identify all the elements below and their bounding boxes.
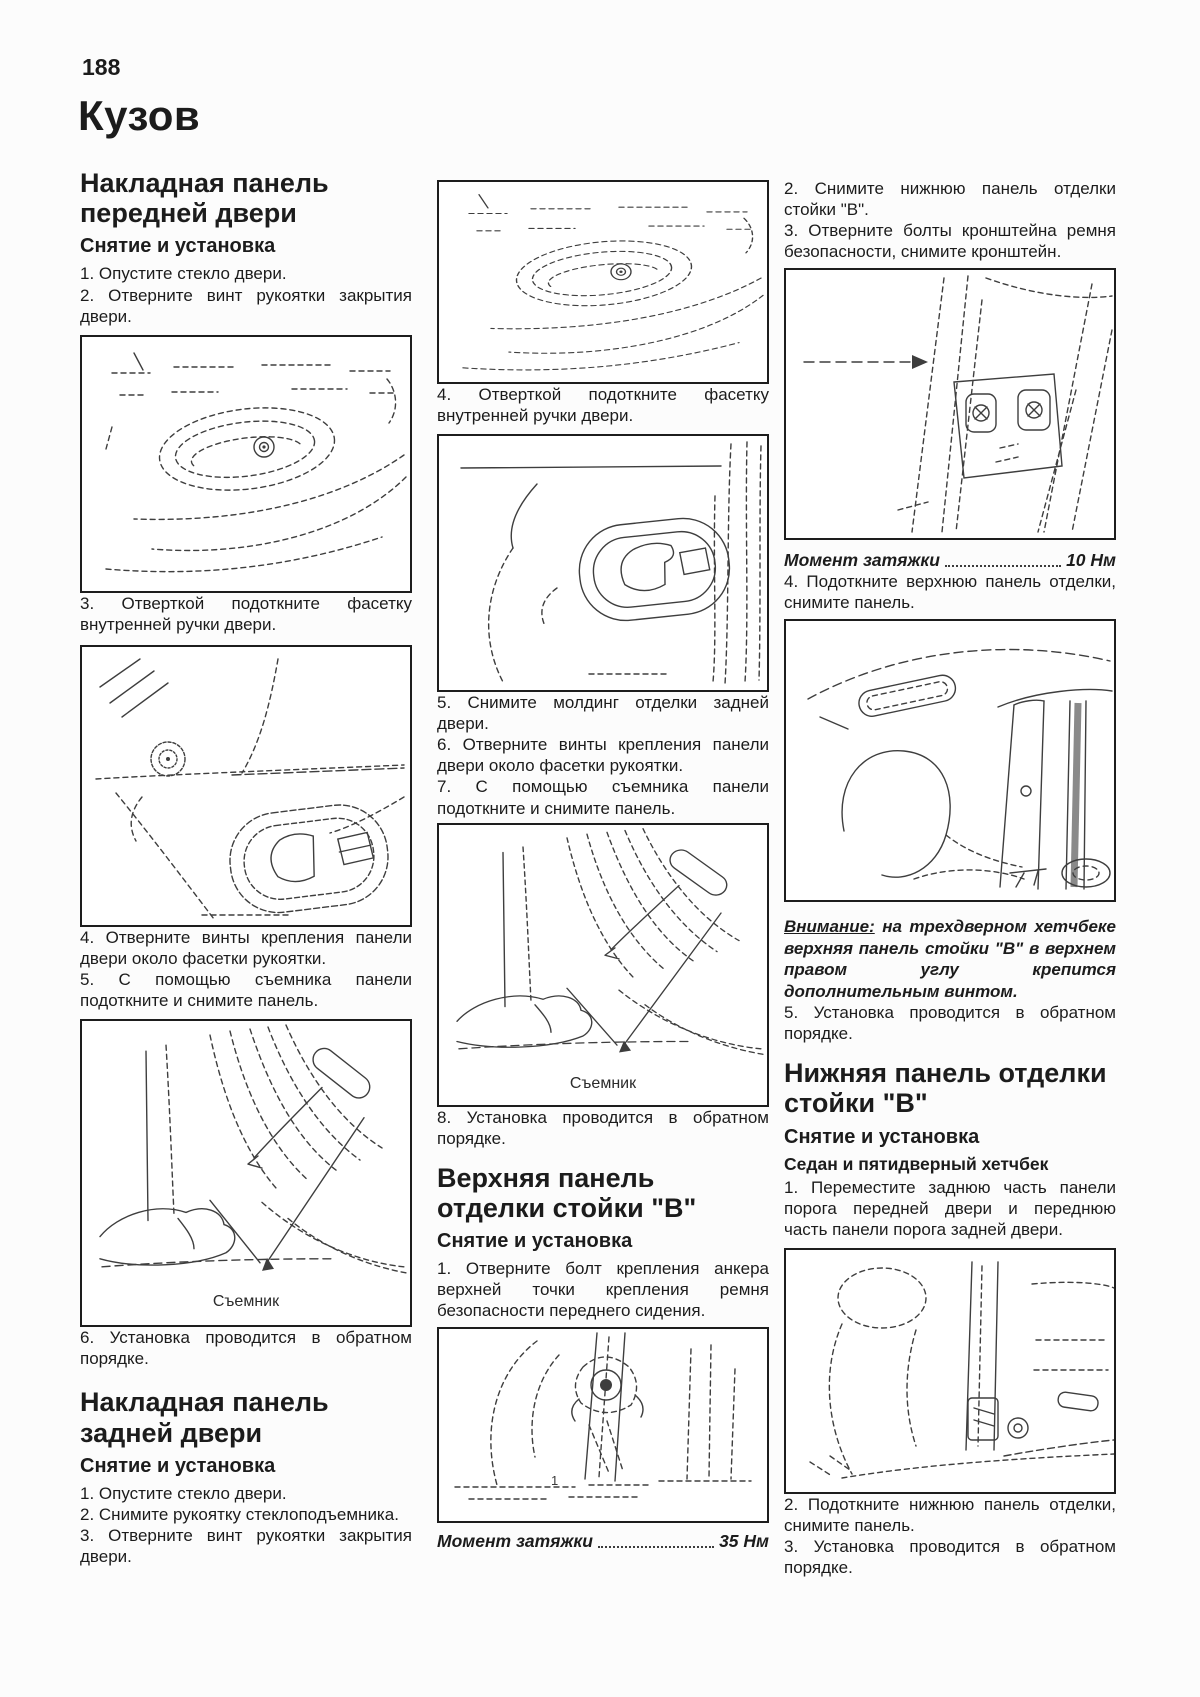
warning-text: на трехдверном хетчбеке верхняя панель стойки "В" в верхнем правом углу крепится дополнительным винтом.: [784, 917, 1116, 1001]
seatbelt-anchor-sketch: [439, 1329, 767, 1521]
warning-label: Внимание:: [784, 917, 875, 937]
step-text: 6. Установка проводится в обратном порядке.: [80, 1328, 412, 1369]
figure-front-door-puller: [80, 1019, 412, 1327]
step-text: 1. Переместите заднюю часть панели порога передней двери и переднюю часть панели порога задней двери.: [784, 1177, 1116, 1239]
torque-value: 35 Нм: [719, 1531, 769, 1552]
warning-note: [784, 916, 1116, 1002]
step-text: 5. С помощью съемника панели подоткните и снимите панель.: [80, 970, 412, 1011]
torque-label: Момент затяжки: [784, 550, 940, 571]
door-panel-sketch: [439, 182, 767, 382]
step-text: 3. Отверните винт рукоятки закрытия двери.: [80, 1525, 412, 1567]
subsection-removal-installation: Снятие и установка: [437, 1230, 633, 1253]
step-text: 1. Опустите стекло двери.: [80, 1483, 287, 1503]
subsection-body-variant: Седан и пятидверный хетчбек: [784, 1153, 1049, 1174]
b-pillar-lower-sketch: [786, 1250, 1114, 1492]
figure-front-door-handle-bezel: [80, 645, 412, 927]
step-text: 8. Установка проводится в обратном порядке.: [437, 1107, 769, 1148]
subsection-removal-installation: Снятие и установка: [80, 1454, 276, 1477]
step-text: 1. Отверните болт крепления анкера верхней точки крепления ремня безопасности переднего сидения.: [437, 1259, 769, 1321]
panel-puller-sketch: [439, 825, 767, 1069]
torque-label: Момент затяжки: [437, 1531, 593, 1552]
figure-caption-puller: Съемник: [212, 1293, 280, 1311]
section-title-front-door-panel: Накладная панель передней двери: [80, 168, 329, 229]
seatbelt-bracket-sketch: [786, 270, 1114, 538]
figure-seatbelt-bracket: [784, 268, 1116, 540]
step-text: 2. Подоткните нижнюю панель отделки, снимите панель.: [784, 1494, 1116, 1536]
torque-value: 10 Нм: [1066, 550, 1116, 571]
torque-spec-35nm: [437, 1531, 769, 1552]
dotted-leader: [598, 1546, 714, 1548]
step-text: 2. Снимите рукоятку стеклоподъемника.: [80, 1504, 399, 1524]
step-text: 7. С помощью съемника панели подоткните и снимите панель.: [437, 777, 769, 818]
panel-puller-sketch: [82, 1021, 410, 1289]
page-number: 188: [82, 54, 121, 80]
figure-rear-door-handle-bezel: [437, 434, 769, 692]
step-text: 4. Подоткните верхнюю панель отделки, снимите панель.: [784, 572, 1116, 613]
step-text: 3. Отверткой подоткните фасетку внутренней ручки двери.: [80, 593, 412, 634]
step-text: 4. Отверните винты крепления панели двери около фасетки рукоятки.: [80, 927, 412, 968]
column-middle: [437, 180, 769, 1552]
subsection-removal-installation: Снятие и установка: [784, 1125, 980, 1148]
column-right: [784, 178, 1116, 1578]
step-text: 3. Установка проводится в обратном порядке.: [784, 1537, 1116, 1578]
figure-front-door-panel: [80, 335, 412, 593]
figure-caption-puller: Съемник: [569, 1074, 637, 1092]
figure-b-pillar-lower-trim: [784, 1248, 1116, 1494]
torque-spec-10nm: [784, 550, 1116, 571]
figure-b-pillar-upper-trim: [784, 619, 1116, 902]
subsection-removal-installation: Снятие и установка: [80, 235, 276, 258]
dotted-leader: [945, 565, 1061, 567]
b-pillar-upper-sketch: [786, 621, 1114, 900]
step-text: 3. Отверните болты кронштейна ремня безопасности, снимите кронштейн.: [784, 221, 1116, 262]
column-left: [80, 168, 412, 1567]
step-text: 6. Отверните винты крепления панели двери около фасетки рукоятки.: [437, 735, 769, 776]
rear-handle-sketch: [439, 436, 767, 690]
step-text: 4. Отверткой подоткните фасетку внутренней ручки двери.: [437, 385, 769, 426]
door-handle-sketch: [82, 647, 410, 925]
door-panel-sketch: [82, 337, 410, 591]
step-text: 1. Опустите стекло двери.: [80, 264, 287, 284]
section-title-rear-door-panel: Накладная панель задней двери: [80, 1387, 329, 1448]
section-title-b-pillar-lower: Нижняя панель отделки стойки "В": [784, 1058, 1107, 1119]
figure-rear-door-puller: [437, 823, 769, 1107]
page-title: Кузов: [78, 92, 201, 139]
step-text: 5. Установка проводится в обратном порядке.: [784, 1003, 1116, 1044]
figure-seatbelt-anchor-bolt: [437, 1327, 769, 1523]
section-title-b-pillar-upper: Верхняя панель отделки стойки "В": [437, 1162, 697, 1224]
step-text: 5. Снимите молдинг отделки задней двери.: [437, 693, 769, 734]
figure-rear-door-panel: [437, 180, 769, 384]
step-text: 2. Снимите нижнюю панель отделки стойки "В".: [784, 179, 1116, 220]
figure-anchor-number-label: 1: [551, 1473, 559, 1489]
step-text: 2. Отверните винт рукоятки закрытия двери.: [80, 285, 412, 326]
